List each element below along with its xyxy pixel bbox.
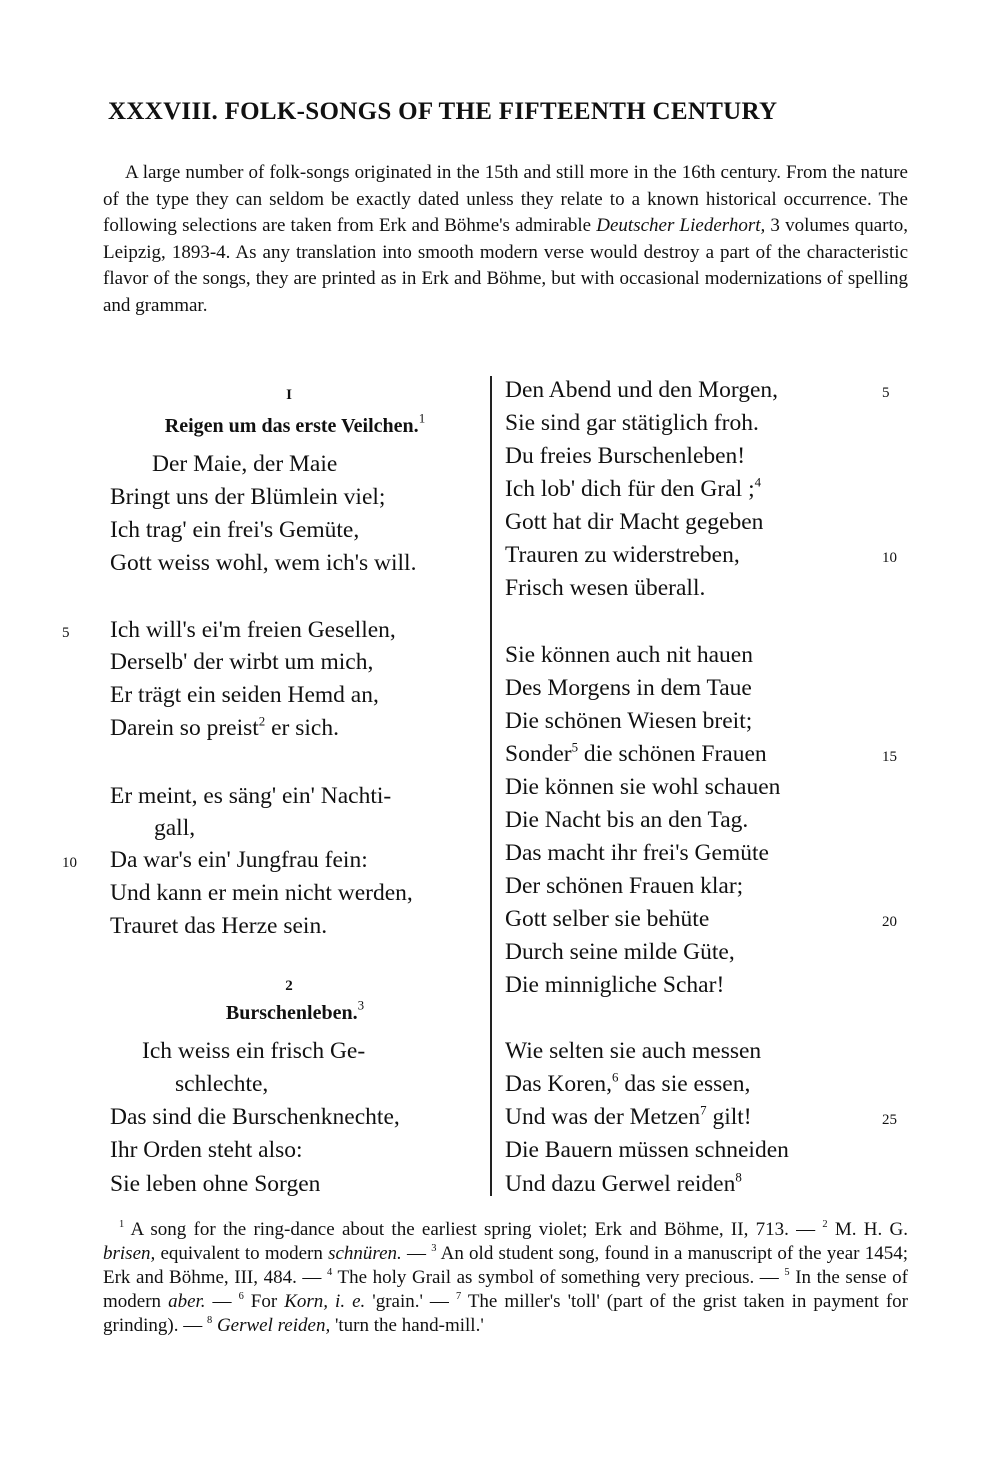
poem-title: [110, 997, 480, 1028]
text-segment: In the sense of modern: [103, 1267, 909, 1312]
verse-line: [154, 813, 195, 843]
footnote-marker: 1: [119, 1219, 125, 1231]
line-text: die schönen Frauen: [578, 741, 767, 767]
footnote-marker: 7: [700, 1102, 707, 1118]
line-text: Trauren zu widerstreben,: [505, 542, 740, 568]
verse-line: [505, 1169, 742, 1199]
verse-line: [110, 911, 327, 941]
line-text: Sie sind gar stätiglich froh.: [505, 410, 759, 436]
verse-line: [505, 540, 740, 570]
verse-line: [505, 1135, 789, 1165]
line-text: Und kann er mein nicht werden,: [110, 880, 413, 906]
line-number: 10: [882, 550, 897, 566]
verse-line: [505, 1036, 761, 1066]
line-number: 15: [882, 749, 897, 765]
footnotes: [103, 1218, 908, 1338]
footnote-marker: 5: [784, 1267, 790, 1279]
poem-title: [110, 410, 480, 441]
verse-line: [505, 573, 705, 603]
line-number: 25: [882, 1112, 897, 1128]
line-number: 10: [62, 855, 77, 871]
line-text: Das sind die Burschenknechte,: [110, 1104, 400, 1130]
verse-line: [505, 706, 752, 736]
line-text: Sonder: [505, 741, 572, 767]
line-text: Die minnigliche Schar!: [505, 972, 725, 998]
verse-line: [505, 772, 780, 802]
line-text: Reigen um das erste Veilchen.: [164, 415, 419, 437]
line-text: gall,: [154, 815, 196, 841]
line-text: Burschenleben.: [225, 1002, 358, 1024]
line-text: Der schönen Frauen klar;: [505, 873, 744, 899]
line-text: Er trägt ein seiden Hemd an,: [110, 682, 379, 708]
line-text: Ihr Orden steht also:: [110, 1137, 303, 1163]
footnote-marker: 1: [418, 410, 426, 426]
text-segment: 'turn the hand-mill.': [330, 1315, 484, 1336]
text-segment: Deutscher Liederhort,: [596, 215, 766, 236]
line-text: Das Koren,: [505, 1071, 613, 1097]
column-divider: [490, 376, 492, 1196]
footnote-marker: 4: [754, 474, 762, 490]
text-segment: A large number of folk-songs originated in the 15th and still more in the 16th century. From the nature of the type they can seldom be exactly dated unless they relate to a known historical occurrence. The following selections are taken from Erk and Böhme's admirable: [103, 162, 908, 236]
line-text: Gott hat dir Macht gegeben: [505, 509, 764, 535]
line-text: Derselb' der wirbt um mich,: [110, 649, 374, 675]
poem-number: [104, 377, 474, 410]
verse-line: [110, 548, 416, 578]
text-segment: The miller's 'toll' (part of the grist taken in payment for grinding). —: [103, 1291, 909, 1336]
text-segment: M. H. G.: [827, 1219, 908, 1240]
verse-line: [505, 838, 769, 868]
footnote-marker: 8: [206, 1315, 213, 1327]
verse-line: [110, 647, 373, 677]
footnote-marker: 3: [431, 1243, 437, 1255]
verse-line: [110, 680, 379, 710]
line-text: schlechte,: [175, 1071, 269, 1097]
text-segment: A song for the ring-dance about the earliest spring violet; Erk and Böhme, II, 713. —: [124, 1219, 823, 1240]
footnote-marker: 8: [735, 1169, 742, 1185]
line-text: Trauret das Herze sein.: [110, 913, 328, 939]
text-segment: —: [401, 1243, 432, 1264]
verse-line: [505, 1102, 752, 1132]
line-text: Sie leben ohne Sorgen: [110, 1171, 321, 1197]
text-segment: Gerwel reiden,: [212, 1315, 331, 1336]
line-text: Der Maie, der Maie: [152, 451, 338, 477]
verse-line: [505, 673, 752, 703]
line-number: 5: [62, 625, 70, 641]
line-text: Da war's ein' Jungfrau fein:: [110, 847, 368, 873]
line-text: Darein so preist: [110, 715, 259, 741]
line-text: Sie können auch nit hauen: [505, 642, 753, 668]
line-text: Gott selber sie behüte: [505, 906, 710, 932]
verse-line: [110, 482, 385, 512]
text-segment: 'grain.' —: [365, 1291, 456, 1312]
line-text: gilt!: [706, 1104, 752, 1130]
verse-line: [110, 845, 368, 875]
verse-line: [505, 1069, 750, 1099]
footnote-marker: 4: [327, 1267, 333, 1279]
verse-line: [505, 375, 778, 405]
line-text: Die Bauern müssen schneiden: [505, 1137, 789, 1163]
verse-line: [110, 1135, 303, 1165]
line-text: Ich will's ei'm freien Gesellen,: [110, 617, 396, 643]
verse-line: [505, 970, 724, 1000]
footnote-marker: 7: [455, 1291, 462, 1303]
verse-line: [152, 449, 337, 479]
verse-line: [505, 937, 735, 967]
line-text: Die Nacht bis an den Tag.: [505, 807, 749, 833]
line-number: 20: [882, 914, 897, 930]
line-text: Gott weiss wohl, wem ich's will.: [110, 550, 417, 576]
verse-line: [505, 904, 709, 934]
text-segment: equivalent to modern: [155, 1243, 329, 1264]
text-segment: The holy Grail as symbol of something very precious. —: [332, 1267, 785, 1288]
verse-line: [142, 1036, 365, 1066]
line-text: Du freies Burschenleben!: [505, 443, 746, 469]
verse-line: [505, 805, 748, 835]
verse-line: [505, 871, 743, 901]
line-text: I: [286, 387, 292, 403]
verse-line: [110, 1169, 320, 1199]
footnote-marker: 6: [612, 1069, 619, 1085]
intro-paragraph: [103, 160, 908, 319]
verse-line: [175, 1069, 268, 1099]
verse-line: [505, 408, 759, 438]
line-text: Den Abend und den Morgen,: [505, 377, 779, 403]
line-text: 2: [285, 978, 293, 994]
footnote-marker: 3: [357, 997, 365, 1013]
page-title: XXXVIII. FOLK-SONGS OF THE FIFTEENTH CENTURY: [108, 98, 778, 125]
line-text: Bringt uns der Blümlein viel;: [110, 484, 386, 510]
line-text: Ich weiss ein frisch Ge-: [142, 1038, 366, 1064]
verse-line: [505, 739, 767, 769]
verse-line: [110, 515, 359, 545]
line-text: Er meint, es säng' ein' Nachti-: [110, 783, 392, 809]
text-segment: For: [243, 1291, 285, 1312]
verse-line: [110, 1102, 400, 1132]
line-text: das sie essen,: [618, 1071, 751, 1097]
line-text: Wie selten sie auch messen: [505, 1038, 762, 1064]
text-segment: —: [205, 1291, 239, 1312]
verse-line: [505, 474, 761, 504]
line-text: Ich trag' ein frei's Gemüte,: [110, 517, 360, 543]
line-text: er sich.: [265, 715, 339, 741]
text-segment: schnüren.: [328, 1243, 402, 1264]
text-segment: brisen,: [103, 1243, 156, 1264]
text-segment: An old student song, found in a manuscript of the year 1454; Erk and Böhme, III, 484. —: [103, 1243, 908, 1288]
text-segment: Korn, i. e.: [284, 1291, 366, 1312]
line-text: Und was der Metzen: [505, 1104, 701, 1130]
text-segment: aber.: [168, 1291, 206, 1312]
line-text: Das macht ihr frei's Gemüte: [505, 840, 769, 866]
line-text: Durch seine milde Güte,: [505, 939, 735, 965]
line-text: Und dazu Gerwel reiden: [505, 1171, 736, 1197]
line-text: Frisch wesen überall.: [505, 575, 706, 601]
line-number: 5: [882, 385, 890, 401]
verse-line: [110, 615, 396, 645]
footnote-marker: 6: [238, 1291, 244, 1303]
line-text: Des Morgens in dem Taue: [505, 675, 752, 701]
line-text: Die können sie wohl schauen: [505, 774, 781, 800]
footnote-marker: 2: [822, 1219, 828, 1231]
verse-line: [110, 713, 339, 743]
line-text: Ich lob' dich für den Gral ;: [505, 476, 755, 502]
line-text: Die schönen Wiesen breit;: [505, 708, 753, 734]
verse-line: [110, 781, 391, 811]
verse-line: [110, 878, 413, 908]
footnote-marker: 5: [571, 739, 579, 755]
verse-line: [505, 640, 753, 670]
verse-line: [505, 441, 745, 471]
footnote-marker: 2: [258, 713, 266, 729]
verse-line: [505, 507, 763, 537]
text-segment: 3 volumes quarto, Leipzig, 1893-4. As any translation into smooth modern verse would destroy a part of the characteristic flavor of the songs, they are printed as in Erk and Böhme, but with occasional modernizations of spelling and grammar.: [103, 215, 908, 316]
